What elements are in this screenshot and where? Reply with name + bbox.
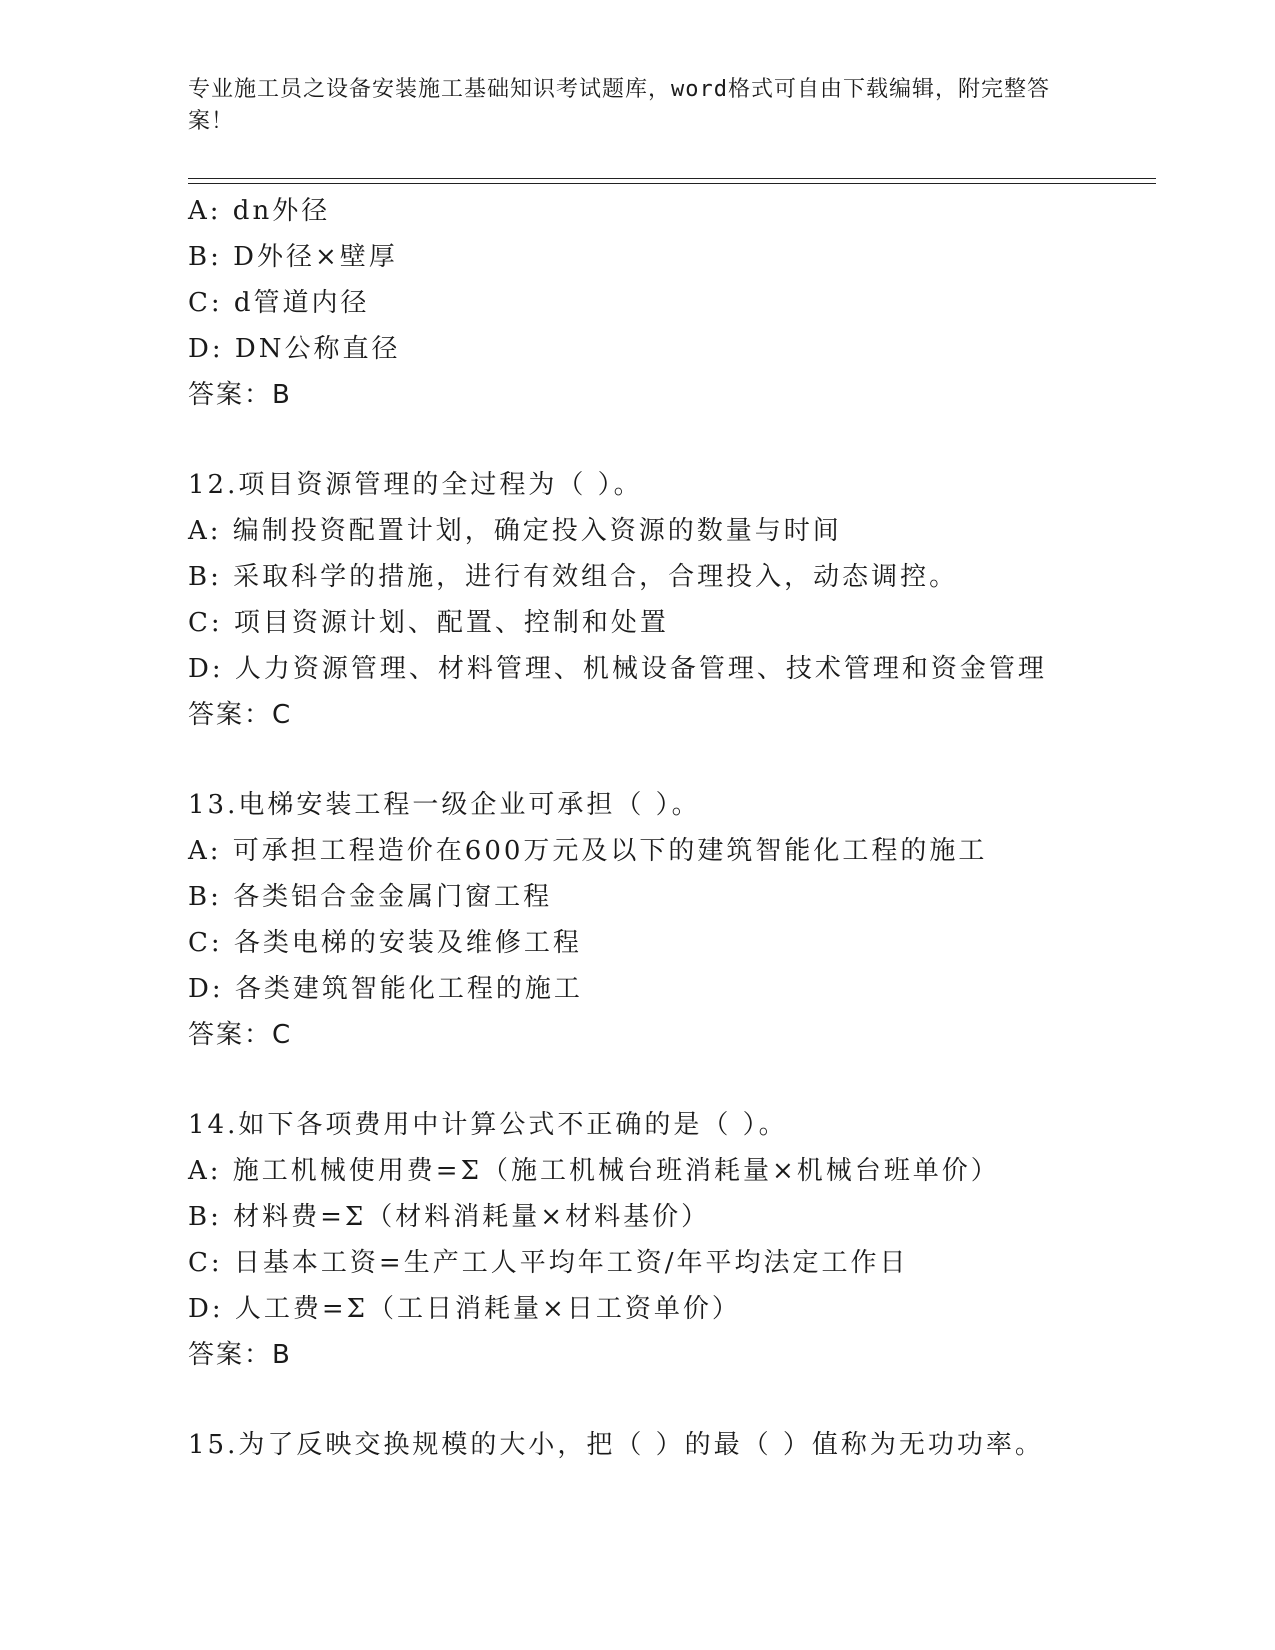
answer: 答案：C: [188, 700, 293, 730]
option-d: D: 人力资源管理、材料管理、机械设备管理、技术管理和资金管理: [188, 654, 1047, 684]
header-title: 专业施工员之设备安装施工基础知识考试题库，word格式可自由下载编辑，附完整答案！: [188, 77, 1050, 134]
option-d: D: DN公称直径: [188, 334, 401, 364]
question-list: [188, 188, 1156, 1468]
spacer: [188, 738, 1156, 782]
option-d: D: 人工费=Σ（工日消耗量×日工资单价）: [188, 1294, 741, 1324]
header-divider-top: [188, 178, 1156, 179]
question-stem: 12.项目资源管理的全过程为（ ）。: [188, 470, 643, 500]
option-a: A: 编制投资配置计划，确定投入资源的数量与时间: [188, 516, 842, 546]
question-stem: 14.如下各项费用中计算公式不正确的是（ ）。: [188, 1110, 788, 1140]
spacer: [188, 1058, 1156, 1102]
option-a: A: 施工机械使用费=Σ（施工机械台班消耗量×机械台班单价）: [188, 1156, 1000, 1186]
option-b: B: 各类铝合金金属门窗工程: [188, 882, 553, 912]
answer: 答案：B: [188, 380, 292, 410]
header-divider-bottom: [188, 183, 1156, 184]
option-c: C: 项目资源计划、配置、控制和处置: [188, 608, 669, 638]
option-c: C: d管道内径: [188, 288, 370, 318]
question-13: [188, 782, 1156, 1058]
question-11-continued: [188, 188, 1156, 418]
option-b: B: 采取科学的措施，进行有效组合，合理投入，动态调控。: [188, 562, 959, 592]
option-c: C: 日基本工资=生产工人平均年工资/年平均法定工作日: [188, 1248, 909, 1278]
spacer: [188, 418, 1156, 462]
option-c: C: 各类电梯的安装及维修工程: [188, 928, 582, 958]
answer: 答案：B: [188, 1340, 292, 1370]
option-d: D: 各类建筑智能化工程的施工: [188, 974, 583, 1004]
question-12: [188, 462, 1156, 738]
spacer: [188, 1378, 1156, 1422]
document-header: [188, 74, 1068, 138]
question-stem: 13.电梯安装工程一级企业可承担（ ）。: [188, 790, 701, 820]
question-stem: 15.为了反映交换规模的大小，把（ ）的最（ ）值称为无功功率。: [188, 1430, 1044, 1460]
option-a: A: 可承担工程造价在600万元及以下的建筑智能化工程的施工: [188, 836, 988, 866]
option-b: B: D外径×壁厚: [188, 242, 398, 272]
option-b: B: 材料费=Σ（材料消耗量×材料基价）: [188, 1202, 711, 1232]
question-15: [188, 1422, 1156, 1468]
question-14: [188, 1102, 1156, 1378]
answer: 答案：C: [188, 1020, 293, 1050]
option-a: A: dn外径: [188, 196, 331, 226]
